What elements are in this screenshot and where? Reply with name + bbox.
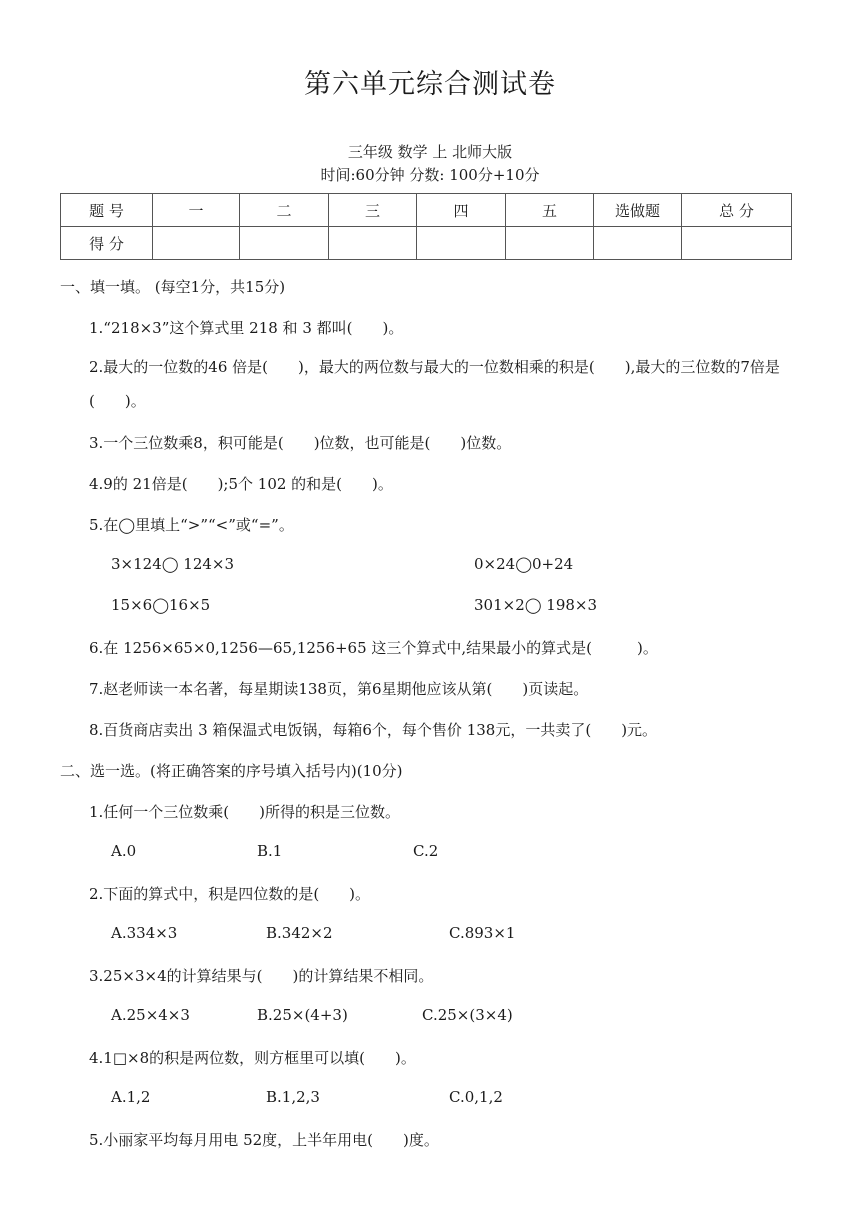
table-header-cell: 四 bbox=[417, 194, 506, 227]
score-table bbox=[60, 193, 792, 260]
table-header-cell: 选做题 bbox=[594, 194, 682, 227]
table-header-cell: 一 bbox=[153, 194, 240, 227]
table-header-cell: 二 bbox=[240, 194, 329, 227]
time-score-line: 时间:60分钟 分数: 100分+10分 bbox=[320, 166, 540, 184]
question-1-4: 4.9的 21倍是( );5个 102 的和是( )。 bbox=[89, 475, 393, 493]
option-c: C.0,1,2 bbox=[449, 1088, 503, 1106]
question-1-6: 6.在 1256×65×0,1256—65,1256+65 这三个算式中,结果最小的算式是( )。 bbox=[89, 639, 658, 657]
option-b: B.1 bbox=[257, 842, 283, 860]
option-a: A.334×3 bbox=[111, 924, 178, 942]
table-header-cell: 五 bbox=[506, 194, 594, 227]
question-2-5: 5.小丽家平均每月用电 52度，上半年用电( )度。 bbox=[89, 1131, 439, 1149]
section2-heading: 二、选一选。(将正确答案的序号填入括号内)(10分) bbox=[60, 762, 403, 780]
question-1-8: 8.百货商店卖出 3 箱保温式电饭锅，每箱6个，每个售价 138元，一共卖了( )元。 bbox=[89, 721, 658, 739]
table-header-cell: 题 号 bbox=[61, 194, 153, 227]
compare-item: 0×24◯0+24 bbox=[474, 555, 574, 573]
option-b: B.1,2,3 bbox=[266, 1088, 320, 1106]
score-cell[interactable] bbox=[329, 227, 417, 260]
question-1-5: 5.在◯里填上“>”“<”或“=”。 bbox=[89, 516, 294, 534]
option-c: C.25×(3×4) bbox=[422, 1006, 513, 1024]
score-cell[interactable] bbox=[682, 227, 792, 260]
question-2-3: 3.25×3×4的计算结果与( )的计算结果不相同。 bbox=[89, 967, 434, 985]
score-cell[interactable] bbox=[417, 227, 506, 260]
score-row-label: 得 分 bbox=[61, 227, 153, 260]
option-a: A.1,2 bbox=[111, 1088, 151, 1106]
question-2-4: 4.1□×8的积是两位数，则方框里可以填( )。 bbox=[89, 1049, 416, 1067]
question-1-3: 3.一个三位数乘8，积可能是( )位数，也可能是( )位数。 bbox=[89, 434, 512, 452]
score-table-header-row bbox=[61, 194, 792, 227]
compare-item: 3×124◯ 124×3 bbox=[111, 555, 235, 573]
grade-subject-line: 三年级 数学 上 北师大版 bbox=[347, 143, 513, 161]
question-1-2: 2.最大的一位数的46 倍是( )，最大的两位数与最大的一位数相乘的积是( ),最大的三位数的7倍是( )。 bbox=[89, 358, 780, 410]
score-cell[interactable] bbox=[506, 227, 594, 260]
question-2-2: 2.下面的算式中，积是四位数的是( )。 bbox=[89, 885, 371, 903]
option-a: A.0 bbox=[111, 842, 137, 860]
score-cell[interactable] bbox=[594, 227, 682, 260]
question-2-1: 1.任何一个三位数乘( )所得的积是三位数。 bbox=[89, 803, 401, 821]
option-a: A.25×4×3 bbox=[111, 1006, 190, 1024]
option-b: B.342×2 bbox=[266, 924, 333, 942]
score-cell[interactable] bbox=[240, 227, 329, 260]
score-table-score-row bbox=[61, 227, 792, 260]
table-header-cell: 总 分 bbox=[682, 194, 792, 227]
option-c: C.2 bbox=[413, 842, 439, 860]
table-header-cell: 三 bbox=[329, 194, 417, 227]
section1-heading: 一、填一填。 (每空1分，共15分) bbox=[60, 278, 286, 296]
option-b: B.25×(4+3) bbox=[257, 1006, 348, 1024]
score-cell[interactable] bbox=[153, 227, 240, 260]
compare-item: 15×6◯16×5 bbox=[111, 596, 211, 614]
compare-item: 301×2◯ 198×3 bbox=[474, 596, 598, 614]
question-1-1: 1.“218×3”这个算式里 218 和 3 都叫( )。 bbox=[89, 319, 404, 337]
option-c: C.893×1 bbox=[449, 924, 516, 942]
question-1-7: 7.赵老师读一本名著，每星期读138页，第6星期他应该从第( )页读起。 bbox=[89, 680, 589, 698]
page-title: 第六单元综合测试卷 bbox=[304, 69, 556, 100]
